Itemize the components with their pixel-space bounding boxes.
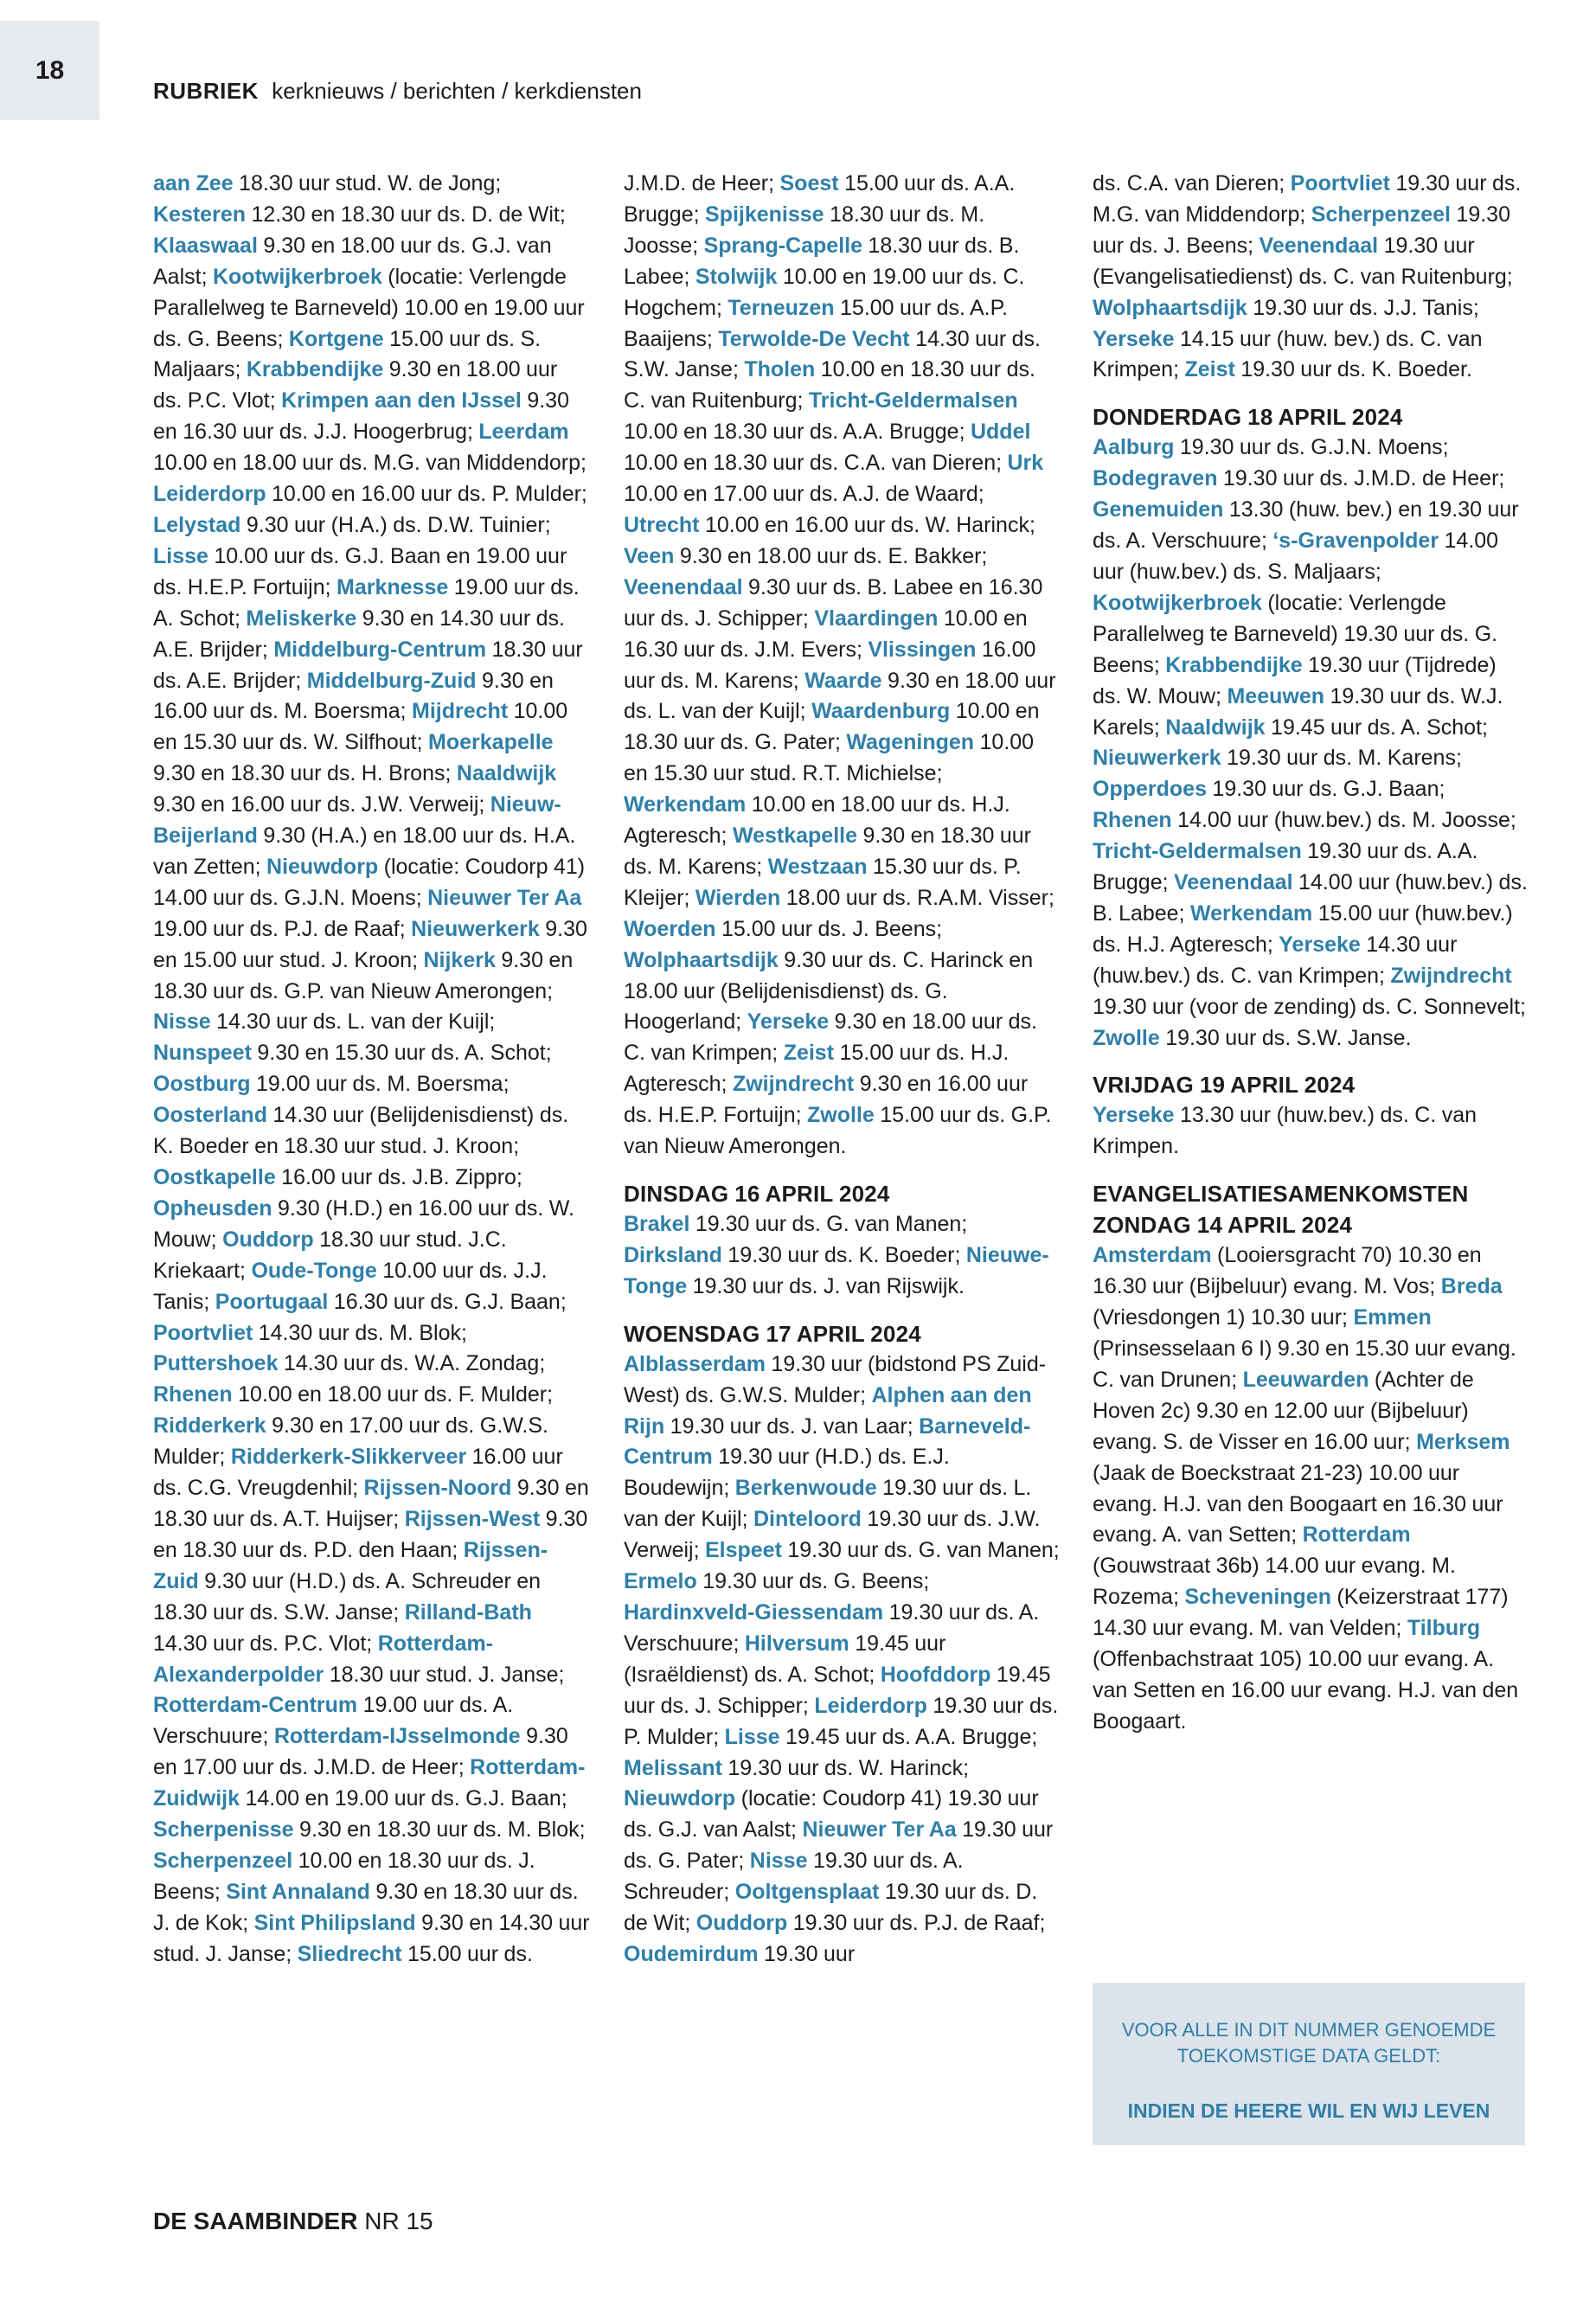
- section-heading: VRIJDAG 19 APRIL 2024: [1093, 1072, 1356, 1099]
- church-location: Sprang-Capelle: [703, 233, 862, 258]
- service-details: 10.00 uur ds. G.J. Baan en 19.00 uur ds. H.E.P. Fortuijn;: [153, 543, 567, 599]
- church-location: Nisse: [749, 1849, 808, 1874]
- church-location: Zeist: [783, 1041, 835, 1066]
- church-location: Zwolle: [1093, 1025, 1160, 1050]
- church-location: Marknesse: [337, 574, 449, 599]
- church-location: Scheveningen: [1184, 1585, 1331, 1610]
- service-details: 10.00 en 18.30 uur ds. A.A. Brugge;: [624, 420, 971, 445]
- church-location: Ermelo: [624, 1569, 697, 1594]
- church-location: Tilburg: [1407, 1616, 1481, 1641]
- church-location: Spijkenisse: [705, 202, 824, 227]
- service-details: 19.45 uur ds. J. Schipper;: [624, 1662, 1051, 1718]
- church-location: Stolwijk: [695, 264, 778, 289]
- church-location: Tricht-Geldermalsen: [808, 388, 1018, 413]
- service-details: 9.30 en 15.30 uur ds. A. Schot;: [251, 1041, 552, 1066]
- service-listing: [153, 169, 590, 1971]
- church-location: Nieuwer Ter Aa: [427, 885, 582, 910]
- church-location: Veen: [624, 543, 675, 568]
- service-details: 19.30 uur ds. M.G. van Middendorp;: [1093, 171, 1522, 227]
- service-details: 19.30 uur ds. G.J. Baan;: [1206, 777, 1445, 802]
- church-location: Rotterdam-Centrum: [153, 1693, 358, 1718]
- service-details: 19.45 uur ds. A.A. Brugge;: [779, 1724, 1038, 1749]
- service-details: 19.00 uur ds. M. Boersma;: [250, 1072, 510, 1097]
- service-details: 15.00 uur ds. G.P. van Nieuw Amerongen.: [624, 1103, 1052, 1159]
- church-location: Zwijndrecht: [732, 1072, 855, 1097]
- service-listing: [1093, 433, 1529, 1054]
- church-location: Hardinxveld-Giessendam: [624, 1599, 884, 1625]
- service-details: 9.30 en 18.30 uur ds. G.P. van Nieuw Amerongen;: [153, 947, 574, 1003]
- service-listing: [624, 169, 1061, 1163]
- service-details: 9.30 en 17.00 uur ds. G.W.S. Mulder;: [153, 1413, 548, 1470]
- service-details: 19.30 uur ds. W. Harinck;: [721, 1755, 970, 1780]
- church-location: Rotterdam-IJsselmonde: [273, 1724, 521, 1749]
- church-location: Amsterdam: [1093, 1243, 1212, 1268]
- service-details: 10.00 en 15.30 uur ds. W. Silfhout;: [153, 699, 568, 755]
- church-location: Breda: [1440, 1274, 1503, 1299]
- church-location: Wierden: [695, 885, 781, 910]
- service-details: (Vriesdongen 1) 10.30 uur;: [1093, 1305, 1354, 1330]
- service-details: 10.00 en 16.30 uur ds. J.M. Evers;: [624, 606, 1028, 662]
- church-location: Naaldwijk: [1165, 715, 1266, 740]
- service-details: 14.30 uur ds. W.A. Zondag;: [278, 1351, 546, 1376]
- church-location: Elspeet: [704, 1538, 782, 1563]
- church-location: Nieuwerkerk: [1093, 746, 1221, 771]
- church-location: Veenendaal: [1259, 233, 1379, 258]
- service-details: (locatie: Verlengde Parallelweg te Barneveld) 10.00 en 19.00 uur ds. G. Beens;: [153, 264, 585, 351]
- church-location: Sliedrecht: [297, 1941, 402, 1966]
- service-details: 19.30 uur ds. G. Beens;: [696, 1569, 930, 1594]
- service-details: 18.30 uur ds. M. Joosse;: [624, 202, 985, 258]
- church-location: Yerseke: [1093, 1103, 1175, 1128]
- church-location: Leiderdorp: [814, 1693, 927, 1718]
- service-details: 19.30 uur ds. A. Schreuder;: [624, 1849, 964, 1905]
- church-location: Oude-Tonge: [251, 1258, 377, 1283]
- service-details: 9.30 uur ds. C. Harinck en 18.00 uur (Belijdenisdienst) ds. G. Hoogerland;: [624, 947, 1034, 1035]
- service-details: 19.30 uur (Evangelisatiedienst) ds. C. van Ruitenburg;: [1093, 233, 1513, 289]
- issue-number: NR 15: [364, 2208, 433, 2234]
- church-location: Kesteren: [153, 202, 246, 227]
- service-details: 16.00 uur ds. C.G. Vreugdenhil;: [153, 1445, 563, 1501]
- section-heading: WOENSDAG 17 APRIL 2024: [624, 1320, 921, 1347]
- service-details: 16.00 uur ds. J.B. Zippro;: [275, 1165, 522, 1189]
- church-location: Poortvliet: [1290, 171, 1390, 195]
- service-details: 14.15 uur (huw. bev.) ds. C. van Krimpen;: [1093, 326, 1483, 382]
- service-details: 9.30 en 18.00 uur ds. P.C. Vlot;: [153, 357, 558, 413]
- service-details: (locatie: Coudorp 41) 14.00 uur ds. G.J.N. Moens;: [153, 854, 586, 910]
- service-details: 10.00 en 18.00 uur ds. F. Mulder;: [232, 1382, 554, 1407]
- church-location: Sint Philipsland: [253, 1910, 416, 1935]
- church-location: Woerden: [624, 916, 716, 941]
- church-location: Ouddorp: [695, 1911, 788, 1936]
- church-location: Rijssen-Zuid: [153, 1537, 548, 1593]
- text-column-3: [1093, 169, 1529, 1738]
- section-label: RUBRIEK: [153, 78, 259, 104]
- church-location: Moerkapelle: [428, 730, 554, 755]
- church-location: Middelburg-Centrum: [273, 637, 487, 662]
- church-location: Melissant: [624, 1755, 722, 1780]
- service-details: 19.30 uur ds. G. van Manen;: [689, 1212, 968, 1236]
- church-location: Vlaardingen: [814, 606, 939, 631]
- church-location: Dinteloord: [753, 1507, 862, 1532]
- service-details: 16.00 uur ds. M. Karens;: [624, 637, 1036, 693]
- service-details: 9.30 en 18.30 uur ds. M. Karens;: [624, 824, 1031, 879]
- church-location: Merksem: [1416, 1429, 1510, 1454]
- service-details: 18.30 uur stud. J. Janse;: [324, 1662, 565, 1687]
- church-location: Tricht-Geldermalsen: [1093, 839, 1302, 864]
- section-heading: DINSDAG 16 APRIL 2024: [624, 1181, 890, 1207]
- service-details: 19.30 uur ds. K. Boeder.: [1234, 357, 1472, 382]
- church-location: Terneuzen: [727, 295, 835, 320]
- service-details: 9.30 en 17.00 uur ds. J.M.D. de Heer;: [153, 1724, 568, 1780]
- church-location: Krimpen aan den IJssel: [281, 388, 522, 413]
- service-listing: [1093, 169, 1529, 386]
- church-location: Leerdam: [478, 420, 569, 445]
- church-location: Aalburg: [1093, 435, 1175, 460]
- service-details: 19.30 uur ds. G. Pater;: [624, 1817, 1054, 1874]
- church-location: Hilversum: [744, 1631, 849, 1656]
- service-details: J.M.D. de Heer;: [624, 171, 780, 195]
- church-location: Nieuw-Beijerland: [153, 792, 561, 849]
- service-details: 19.30 uur ds. M. Karens;: [1221, 746, 1462, 771]
- service-details: 19.45 uur ds. A. Schot;: [1265, 715, 1488, 740]
- service-details: 9.30 en 14.30 uur stud. J. Janse;: [153, 1910, 590, 1966]
- service-details: 15.30 uur ds. P. Kleijer;: [624, 854, 1022, 910]
- service-details: 19.30 uur ds. P. Mulder;: [624, 1693, 1059, 1749]
- church-location: Scherpenzeel: [153, 1848, 293, 1873]
- service-details: (locatie: Verlengde Parallelweg te Barneveld) 19.30 uur ds. G. Beens;: [1093, 590, 1498, 677]
- church-location: Puttershoek: [153, 1351, 279, 1376]
- service-details: 14.30 uur ds. M. Blok;: [253, 1320, 467, 1345]
- service-details: 10.00 en 18.00 uur ds. M.G. van Middendorp;: [153, 451, 586, 476]
- church-location: Meeuwen: [1227, 683, 1325, 708]
- church-location: Bodegraven: [1093, 466, 1218, 491]
- service-listing: [1093, 1240, 1529, 1738]
- service-details: 15.00 uur ds. A.A. Brugge;: [624, 171, 1016, 227]
- service-details: 14.00 uur (huw.bev.) ds. S. Maljaars;: [1093, 529, 1499, 584]
- church-location: Ooltgensplaat: [734, 1880, 880, 1905]
- church-location: Hoofddorp: [880, 1662, 991, 1687]
- service-details: 9.30 en 18.00 uur ds. E. Bakker;: [674, 543, 988, 568]
- service-details: 19.00 uur ds. A. Verschuure;: [153, 1693, 514, 1749]
- service-details: 18.30 uur ds. B. Labee;: [624, 233, 1020, 289]
- service-details: (Jaak de Boeckstraat 21-23) 10.00 uur evang. H.J. van den Boogaart en 16.30 uur evang. A. van Setten;: [1093, 1460, 1503, 1548]
- church-location: Nieuwer Ter Aa: [802, 1817, 957, 1843]
- service-details: 9.30 uur ds. B. Labee en 16.30 uur ds. J. Schipper;: [624, 574, 1043, 631]
- service-details: 19.30 uur ds. J. Beens;: [1093, 202, 1510, 258]
- service-details: 19.30 uur ds. J.M.D. de Heer;: [1217, 466, 1505, 491]
- church-location: Berkenwoude: [734, 1476, 877, 1501]
- service-details: 14.30 uur ds. S.W. Janse;: [624, 326, 1042, 382]
- service-details: 19.30 uur ds. S.W. Janse.: [1159, 1025, 1412, 1050]
- church-location: Ridderkerk-Slikkerveer: [230, 1445, 467, 1470]
- church-location: Ridderkerk: [153, 1413, 266, 1439]
- service-details: 19.30 uur ds. J.J. Tanis;: [1247, 295, 1479, 320]
- service-details: 14.00 uur (huw.bev.) ds. M. Joosse;: [1171, 808, 1516, 833]
- church-location: Veenendaal: [1174, 870, 1293, 895]
- church-location: Leiderdorp: [153, 482, 266, 507]
- church-location: Krabbendijke: [246, 357, 384, 382]
- service-details: 9.30 en 18.00 uur ds. C. van Krimpen;: [624, 1009, 1037, 1066]
- church-location: Brakel: [624, 1212, 690, 1236]
- church-location: Oosterland: [153, 1103, 267, 1128]
- service-details: 19.00 uur ds. A. Schot;: [153, 574, 580, 631]
- church-location: Middelburg-Zuid: [306, 668, 477, 693]
- service-details: 9.30 uur (H.D.) ds. A. Schreuder en 18.30 uur ds. S.W. Janse;: [153, 1568, 542, 1625]
- service-details: (Offenbachstraat 105) 10.00 uur evang. A. van Setten en 16.00 uur evang. H.J. van den Boogaart.: [1093, 1647, 1519, 1734]
- church-location: Dirksland: [624, 1242, 722, 1267]
- service-details: 19.30 uur: [758, 1941, 856, 1966]
- church-location: Terwolde-De Vecht: [718, 326, 910, 351]
- service-details: (locatie: Coudorp 41) 19.30 uur ds. G.J. van Aalst;: [624, 1786, 1039, 1843]
- church-location: Soest: [779, 171, 839, 195]
- service-details: 10.00 en 19.00 uur ds. C. Hogchem;: [624, 264, 1025, 320]
- service-details: 9.30 en 18.30 uur ds. H. Brons;: [153, 761, 457, 786]
- church-location: Uddel: [970, 420, 1031, 445]
- service-listing: [1093, 1100, 1529, 1163]
- service-details: 18.30 uur stud. W. de Jong;: [233, 171, 502, 195]
- church-location: aan Zee: [153, 171, 234, 195]
- church-location: Urk: [1007, 451, 1044, 476]
- service-details: 9.30 (H.D.) en 16.00 uur ds. W. Mouw;: [153, 1195, 574, 1252]
- church-location: Lisse: [724, 1724, 780, 1749]
- service-details: 19.30 uur ds. W.J. Karels;: [1093, 683, 1503, 740]
- service-details: 14.30 uur (Belijdenisdienst) ds. K. Boeder en 18.30 uur stud. J. Kroon;: [153, 1103, 569, 1159]
- service-details: 9.30 en 15.00 uur stud. J. Kroon;: [153, 916, 587, 972]
- church-location: Nijkerk: [423, 947, 496, 972]
- service-details: 9.30 uur (H.A.) ds. D.W. Tuinier;: [240, 512, 551, 537]
- church-location: Rhenen: [1093, 808, 1172, 833]
- service-details: 15.00 uur ds. S. Maljaars;: [153, 326, 542, 382]
- service-details: 18.30 uur ds. A.E. Brijder;: [153, 637, 583, 693]
- church-location: Klaaswaal: [153, 233, 258, 258]
- church-location: Vlissingen: [868, 637, 977, 662]
- service-details: 19.30 uur (Tijdrede) ds. W. Mouw;: [1093, 652, 1497, 708]
- church-location: Lelystad: [153, 512, 241, 537]
- service-details: 19.30 uur ds. D. de Wit;: [624, 1880, 1038, 1936]
- church-location: ‘s-Gravenpolder: [1272, 529, 1439, 554]
- church-location: Oudemirdum: [624, 1941, 759, 1966]
- church-location: Barneveld-Centrum: [624, 1413, 1031, 1470]
- service-details: 14.30 uur (huw.bev.) ds. C. van Krimpen;: [1093, 932, 1458, 988]
- church-location: Genemuiden: [1093, 497, 1224, 522]
- church-location: Utrecht: [624, 512, 700, 537]
- service-details: 15.00 uur (huw.bev.) ds. H.J. Agteresch;: [1093, 901, 1513, 957]
- service-details: ds. C.A. van Dieren;: [1093, 171, 1291, 195]
- service-details: 14.00 en 19.00 uur ds. G.J. Baan;: [240, 1786, 567, 1811]
- service-details: 16.30 uur ds. G.J. Baan;: [328, 1289, 567, 1314]
- church-location: Krabbendijke: [1165, 652, 1303, 677]
- notice-emphasis: INDIEN DE HEERE WIL EN WIJ LEVEN: [1127, 2099, 1490, 2122]
- service-details: 9.30 en 18.30 uur ds. P.D. den Haan;: [153, 1506, 588, 1562]
- service-details: (Looiersgracht 70) 10.30 en 16.30 uur (Bijbeluur) evang. M. Vos;: [1093, 1243, 1482, 1299]
- service-details: 10.00 uur ds. J.J. Tanis;: [153, 1258, 548, 1314]
- church-location: Rijssen-Noord: [363, 1476, 512, 1501]
- service-details: 19.30 uur ds. P.J. de Raaf;: [787, 1911, 1046, 1936]
- church-location: Werkendam: [1189, 901, 1313, 926]
- church-location: Nunspeet: [153, 1041, 252, 1066]
- service-details: 19.30 uur (voor de zending) ds. C. Sonnevelt;: [1093, 994, 1526, 1019]
- church-location: Nisse: [153, 1009, 211, 1035]
- service-details: (Achter de Hoven 2c) 9.30 en 12.00 uur (Bijbeluur) evang. S. de Visser en 16.00 uur;: [1093, 1367, 1474, 1454]
- service-details: 19.30 uur ds. K. Boeder;: [721, 1242, 966, 1267]
- church-location: Yerseke: [747, 1009, 830, 1035]
- service-details: 9.30 en 18.00 uur ds. G.J. van Aalst;: [153, 233, 552, 289]
- church-location: Leeuwarden: [1242, 1367, 1369, 1392]
- service-details: 15.00 uur ds. A.P. Baaijens;: [624, 295, 1009, 351]
- service-details: 18.00 uur ds. R.A.M. Visser;: [780, 885, 1054, 910]
- church-location: Oostkapelle: [153, 1165, 276, 1189]
- church-location: Zwolle: [807, 1103, 875, 1128]
- notice-text: VOOR ALLE IN DIT NUMMER GENOEMDE TOEKOMSTIGE DATA GELDT:: [1121, 2019, 1497, 2067]
- service-details: 9.30 en 16.00 uur ds. M. Boersma;: [153, 668, 554, 724]
- church-location: Yerseke: [1093, 326, 1175, 351]
- service-details: 9.30 en 16.00 uur ds. J.W. Verweij;: [153, 792, 490, 817]
- church-location: Alphen aan den Rijn: [624, 1382, 1032, 1439]
- service-details: 9.30 en 14.30 uur ds. A.E. Brijder;: [153, 606, 566, 662]
- notice-box: [1093, 1983, 1525, 2145]
- service-details: 19.00 uur ds. P.J. de Raaf;: [153, 916, 412, 941]
- church-location: Wolphaartsdijk: [624, 947, 779, 972]
- church-location: Waarde: [804, 668, 882, 693]
- service-details: 9.30 en 18.30 uur ds. M. Blok;: [293, 1817, 586, 1843]
- service-details: 15.00 uur ds. H.J. Agteresch;: [624, 1041, 1010, 1097]
- church-location: Nieuwerkerk: [411, 916, 540, 941]
- church-location: Ouddorp: [222, 1227, 314, 1252]
- service-details: 19.30 uur ds. A. Verschuure;: [624, 1599, 1040, 1656]
- section-subheading: ZONDAG 14 APRIL 2024: [1093, 1212, 1353, 1239]
- service-details: (Keizerstraat 177) 14.30 uur evang. M. van Velden;: [1093, 1585, 1509, 1641]
- church-location: Sint Annaland: [226, 1879, 370, 1904]
- church-location: Poortvliet: [153, 1320, 253, 1345]
- section-subtitle: kerknieuws / berichten / kerkdiensten: [272, 78, 642, 104]
- service-details: 19.30 uur ds. J. van Laar;: [664, 1413, 920, 1439]
- service-details: 10.00 en 18.30 uur ds. C.A. van Dieren;: [624, 451, 1008, 476]
- service-details: 19.30 uur ds. J. van Rijswijk.: [687, 1273, 965, 1298]
- church-location: Westzaan: [767, 854, 868, 879]
- church-location: Poortugaal: [215, 1289, 329, 1314]
- text-column-2: [624, 169, 1061, 1971]
- service-details: (Prinsesselaan 6 I) 9.30 en 15.30 uur evang. C. van Drunen;: [1093, 1336, 1516, 1392]
- church-location: Wageningen: [846, 730, 975, 755]
- church-location: Emmen: [1353, 1305, 1432, 1330]
- church-location: Yerseke: [1279, 932, 1361, 957]
- service-details: 9.30 en 18.30 uur ds. J. de Kok;: [153, 1879, 579, 1935]
- service-details: 19.30 uur ds. G.J.N. Moens;: [1174, 435, 1449, 460]
- magazine-title: DE SAAMBINDER: [153, 2208, 358, 2234]
- church-location: Rotterdam: [1302, 1522, 1411, 1548]
- service-details: 9.30 en 16.30 uur ds. J.J. Hoogerbrug;: [153, 388, 569, 445]
- service-details: 10.00 en 18.30 uur ds. J. Beens;: [153, 1848, 535, 1904]
- service-details: 19.30 uur ds. A.A. Brugge;: [1093, 839, 1478, 895]
- footer: [153, 2208, 433, 2235]
- service-details: 19.30 uur (bidstond PS Zuid-West) ds. G.W.S. Mulder;: [624, 1351, 1047, 1407]
- service-details: 9.30 en 18.00 uur ds. L. van der Kuijl;: [624, 668, 1056, 724]
- text-column-1: [153, 169, 590, 1971]
- service-details: 15.00 uur ds. J. Beens;: [715, 916, 943, 941]
- church-location: Scherpenisse: [153, 1817, 294, 1843]
- service-listing: [624, 1349, 1061, 1971]
- church-location: Nieuwdorp: [266, 854, 379, 879]
- service-details: 10.00 en 18.30 uur ds. C. van Ruitenburg;: [624, 357, 1035, 413]
- service-details: 12.30 en 18.30 uur ds. D. de Wit;: [246, 202, 566, 227]
- service-details: 10.00 en 17.00 uur ds. A.J. de Waard;: [624, 482, 984, 507]
- church-location: Waardenburg: [811, 699, 951, 724]
- church-location: Rijssen-West: [404, 1506, 541, 1531]
- section-heading: DONDERDAG 18 APRIL 2024: [1093, 404, 1403, 431]
- church-location: Rhenen: [153, 1382, 233, 1407]
- service-details: 19.30 uur ds. J.W. Verweij;: [624, 1507, 1041, 1563]
- church-location: Naaldwijk: [456, 761, 557, 786]
- service-details: (Gouwstraat 36b) 14.00 uur evang. M. Rozema;: [1093, 1554, 1456, 1610]
- service-details: 19.30 uur (H.D.) ds. E.J. Boudewijn;: [624, 1445, 950, 1501]
- church-location: Wolphaartsdijk: [1093, 295, 1247, 320]
- church-location: Kortgene: [288, 326, 384, 351]
- church-location: Rotterdam-Alexanderpolder: [153, 1631, 494, 1687]
- service-details: 19.30 uur ds. L. van der Kuijl;: [624, 1476, 1032, 1532]
- service-details: 19.30 uur ds. G. van Manen;: [781, 1538, 1060, 1563]
- service-listing: [624, 1209, 1061, 1303]
- service-details: 13.30 (huw. bev.) en 19.30 uur ds. A. Verschuure;: [1093, 497, 1519, 554]
- section-header: [153, 78, 642, 105]
- service-details: 13.30 uur (huw.bev.) ds. C. van Krimpen.: [1093, 1103, 1477, 1159]
- church-location: Westkapelle: [732, 824, 858, 849]
- service-details: 10.00 en 18.00 uur ds. H.J. Agteresch;: [624, 792, 1010, 849]
- service-details: 9.30 (H.A.) en 18.00 uur ds. H.A. van Zetten;: [153, 824, 576, 879]
- church-location: Scherpenzeel: [1311, 202, 1451, 227]
- service-details: 19.45 uur (Israëldienst) ds. A. Schot;: [624, 1631, 946, 1687]
- service-details: 15.00 uur ds.: [401, 1941, 533, 1966]
- church-location: Meliskerke: [246, 606, 357, 631]
- church-location: Nieuwdorp: [624, 1786, 736, 1811]
- church-location: Rotterdam-Zuidwijk: [153, 1755, 586, 1811]
- service-details: 10.00 en 16.00 uur ds. W. Harinck;: [699, 512, 1035, 537]
- church-location: Veenendaal: [624, 574, 743, 599]
- service-details: 9.30 en 18.30 uur ds. A.T. Huijser;: [153, 1476, 589, 1531]
- church-location: Tholen: [744, 357, 816, 382]
- service-details: 10.00 en 15.30 uur stud. R.T. Michielse;: [624, 730, 1035, 786]
- church-location: Oostburg: [153, 1072, 251, 1097]
- church-location: Zeist: [1184, 357, 1235, 382]
- service-details: 9.30 en 16.00 uur ds. H.E.P. Fortuijn;: [624, 1072, 1029, 1128]
- service-details: 14.00 uur (huw.bev.) ds. B. Labee;: [1093, 870, 1528, 926]
- church-location: Kootwijkerbroek: [212, 264, 382, 289]
- church-location: Zwijndrecht: [1390, 963, 1512, 988]
- church-location: Kootwijkerbroek: [1093, 590, 1262, 615]
- church-location: Opheusden: [153, 1195, 272, 1221]
- service-details: 14.30 uur ds. L. van der Kuijl;: [210, 1009, 496, 1035]
- service-details: 10.00 en 18.30 uur ds. G. Pater;: [624, 699, 1040, 755]
- service-details: 10.00 en 16.00 uur ds. P. Mulder;: [266, 482, 587, 507]
- church-location: Werkendam: [624, 792, 747, 817]
- church-location: Rilland-Bath: [404, 1599, 532, 1625]
- service-details: 14.30 uur ds. P.C. Vlot;: [153, 1631, 378, 1656]
- church-location: Lisse: [153, 543, 208, 568]
- church-location: Nieuwe-Tonge: [624, 1242, 1049, 1298]
- page-number: 18: [0, 21, 99, 120]
- church-location: Mijdrecht: [412, 699, 509, 724]
- church-location: Alblasserdam: [624, 1351, 766, 1376]
- section-heading: EVANGELISATIESAMENKOMSTEN: [1093, 1181, 1469, 1208]
- church-location: Opperdoes: [1093, 777, 1207, 802]
- service-details: 18.30 uur stud. J.C. Kriekaart;: [153, 1227, 507, 1283]
